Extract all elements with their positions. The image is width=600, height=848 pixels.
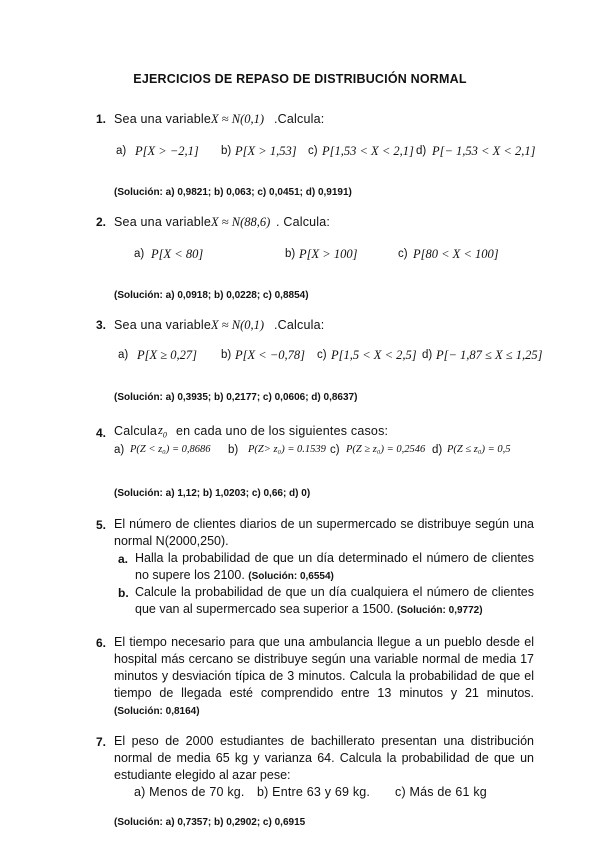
distribution: X ≈ N(0,1) [211, 318, 265, 332]
page-title: EJERCICIOS DE REPASO DE DISTRIBUCIÓN NORMAL [133, 72, 467, 86]
item-label: a) [118, 349, 129, 361]
item-expression: P(Z ≥ z₀) = 0,2546 [346, 444, 426, 455]
solution: (Solución: a) 0,9821; b) 0,063; c) 0,0451; d) 0,9191) [114, 187, 352, 198]
exercise-number: 3. [96, 318, 107, 332]
subitem-b: Calcule la probabilidad de que un día cualquiera el número de clientes que van al supermercado sea superior a 1500. (Solución: 0,9772) [135, 585, 534, 616]
item-label: b) [285, 248, 296, 260]
exercise-text: Sea una variable [114, 112, 212, 126]
subitem-label: a. [118, 552, 129, 566]
item-label: c) [317, 349, 327, 361]
item-expression: P[X ≥ 0,27] [137, 348, 197, 362]
exercise-number: 2. [96, 215, 107, 229]
exercise-number: 7. [96, 735, 107, 749]
solution: (Solución: a) 1,12; b) 1,0203; c) 0,66; d) 0) [114, 488, 311, 499]
subitem-label: b. [118, 586, 129, 600]
item-label: a) [114, 444, 125, 456]
exercise-text: El peso de 2000 estudiantes de bachillerato presentan una distribución normal de media 65 kg y varianza 64. Calcula la probabilidad de que un estudiante elegido al azar pese: [114, 734, 534, 782]
item-expression: P[X > 100] [299, 247, 358, 261]
distribution: X ≈ N(0,1) [211, 112, 265, 126]
item-expression: P[X > −2,1] [135, 144, 199, 158]
item-expression: P[X > 1,53] [235, 144, 297, 158]
item-label: c) [308, 145, 318, 157]
item-option-a: a) Menos de 70 kg. [134, 785, 245, 799]
item-expression: P(Z> z₀) = 0.1539 [248, 444, 326, 455]
item-label: b) [221, 349, 232, 361]
item-label: c) [330, 444, 340, 456]
solution: (Solución: a) 0,0918; b) 0,0228; c) 0,8854) [114, 290, 309, 301]
item-expression: P[1,5 < X < 2,5] [331, 348, 417, 362]
exercise-text-tail: .Calcula: [274, 318, 325, 332]
exercise-text-tail: . Calcula: [276, 215, 331, 229]
exercise-number: 1. [96, 112, 107, 126]
subitem-a: Halla la probabilidad de que un día determinado el número de clientes no supere los 2100. (Solución: 0,6554) [135, 551, 534, 582]
exercise-number: 5. [96, 518, 107, 532]
item-label: d) [416, 145, 427, 157]
item-expression: P[− 1,53 < X < 2,1] [432, 144, 536, 158]
exercise-number: 6. [96, 636, 107, 650]
item-label: d) [422, 349, 433, 361]
solution: (Solución: a) 0,7357; b) 0,2902; c) 0,6915 [114, 817, 306, 828]
item-label: a) [134, 248, 145, 260]
exercise-text: Sea una variable [114, 215, 212, 229]
item-label: b) [221, 145, 232, 157]
exercise-text-tail: .Calcula: [274, 112, 325, 126]
exercise-text: en cada uno de los siguientes casos: [176, 424, 389, 438]
item-option-c: c) Más de 61 kg [395, 785, 487, 799]
solution: (Solución: a) 0,3935; b) 0,2177; c) 0,0606; d) 0,8637) [114, 392, 358, 403]
item-expression: P[X < 80] [151, 247, 204, 261]
exercise-text: El tiempo necesario para que una ambulancia llegue a un pueblo desde el hospital más cercano se distribuye según una variable normal de media 17 minutos y desviación típica de 3 minutos. Calcula la probabilidad de que el tiempo de llegada esté comprendido entre 13 minutos y 21 minutos. (Solución: 0,8164) [114, 635, 534, 717]
item-expression: P[X < −0,78] [235, 348, 305, 362]
item-expression: P[80 < X < 100] [413, 247, 499, 261]
distribution: X ≈ N(88,6) [211, 215, 271, 229]
exercise-text: El número de clientes diarios de un supermercado se distribuye según una normal N(2000,250). [114, 517, 534, 548]
item-expression: P[− 1,87 ≤ X ≤ 1,25] [436, 348, 543, 362]
item-expression: P(Z ≤ z₀) = 0,5 [447, 444, 511, 455]
z-symbol: $z_0$ [158, 423, 167, 440]
exercise-text: Sea una variable [114, 318, 212, 332]
item-expression: P[1,53 < X < 2,1] [322, 144, 414, 158]
item-label: c) [398, 248, 408, 260]
item-expression: P(Z < z₀) = 0,8686 [130, 444, 211, 455]
item-label: d) [432, 444, 443, 456]
exercise-text: Calcula [114, 424, 158, 438]
item-label: b) [228, 444, 239, 456]
item-label: a) [116, 145, 127, 157]
exercise-number: 4. [96, 426, 107, 440]
item-option-b: b) Entre 63 y 69 kg. [257, 785, 371, 799]
